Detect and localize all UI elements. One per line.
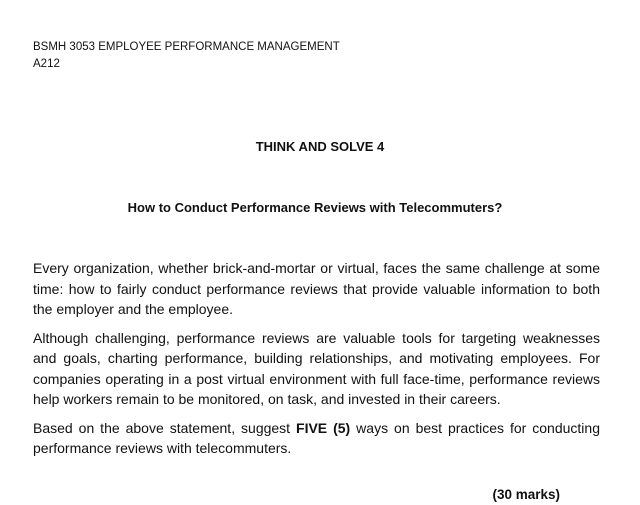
course-code-title: BSMH 3053 EMPLOYEE PERFORMANCE MANAGEMENT [33, 41, 340, 53]
paragraph-3 [33, 418, 600, 459]
paragraph-2: Although challenging, performance reviews are valuable tools for targeting weaknesses and goals, charting performance, building relationships, and motivating employees. For companies operating in a post virtual environment with full face-time, performance reviews help workers remain to be monitored, on task, and invested in their careers. [33, 329, 600, 407]
assignment-title: THINK AND SOLVE 4 [255, 139, 385, 154]
paragraph-3-end: ways on best practices for conducting performance reviews with telecommuters. [33, 419, 600, 456]
course-header [33, 39, 340, 73]
semester-code: A212 [33, 58, 60, 70]
paragraph-1: Every organization, whether brick-and-mortar or virtual, faces the same challenge at some time: how to fairly conduct performance reviews that provide valuable information to both the employer and the employee. [33, 260, 600, 317]
body-text [33, 258, 600, 467]
assignment-subtitle: How to Conduct Performance Reviews with Telecommuters? [127, 200, 503, 215]
marks-label: (30 marks) [492, 487, 560, 502]
paragraph-3-emphasis: FIVE (5) [296, 419, 351, 436]
paragraph-3-start: Based on the above statement, suggest [33, 419, 297, 436]
